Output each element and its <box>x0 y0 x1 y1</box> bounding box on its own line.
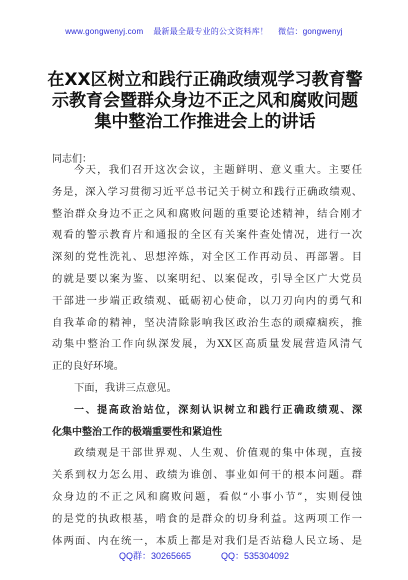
header-slogan: 最新最全最专业的公文资料库！ <box>153 27 269 36</box>
paragraph-1-line: 动集中整治工作向纵深发展，为XX区高质量发展营造风清气 <box>52 338 362 351</box>
document-body <box>52 160 362 552</box>
paragraph-1-line: 观看的警示教育片和通报的全区有关案件查处情况，进行一次 <box>52 229 362 242</box>
paragraph-1-line: 务是，深入学习贯彻习近平总书记关于树立和践行正确政绩观、 <box>52 185 362 198</box>
footer-qq: QQ：535304092 <box>220 551 290 561</box>
paragraph-1-line: 的就是要以案为鉴、以案明纪、以案促改，引导全区广大党员 <box>52 272 362 285</box>
paragraph-1-line: 整治群众身边不正之风和腐败问题的重要论述精神，结合刚才 <box>52 207 362 220</box>
paragraph-1-line: 深刻的党性洗礼、思想淬炼，对全区工作再动员、再部署。目 <box>52 251 362 264</box>
footer-qq-group: QQ群：30265665 <box>118 551 191 561</box>
title-line-3: 集中整治工作推进会上的讲话 <box>94 112 316 132</box>
document-title <box>30 70 380 133</box>
paragraph-3-line: 体两面、内在统一，本质上都是对我们是否站稳人民立场、是 <box>52 534 362 547</box>
paragraph-3-line: 政绩观是干部世界观、人生观、价值观的集中体现，直接 <box>74 447 362 460</box>
header-wechat: 微信：gongwenyj <box>278 27 343 36</box>
section-1-heading-line: 一、提高政治站位，深刻认识树立和践行正确政绩观、深 <box>74 404 362 416</box>
footer-contact <box>0 549 408 562</box>
paragraph-1-line: 今天，我们召开这次会议，主题鲜明、意义重大。主要任 <box>74 164 362 176</box>
paragraph-1-line: 正的良好环境。 <box>52 360 125 373</box>
header-banner <box>0 26 408 37</box>
paragraph-1-line: 干部进一步端正政绩观、砥砺初心使命，以刀刃向内的勇气和 <box>52 294 362 307</box>
title-line-2: 示教育会暨群众身边不正之风和腐败问题 <box>52 91 358 111</box>
paragraph-2: 下面，我讲三点意见。 <box>74 381 177 394</box>
salutation: 同志们： <box>52 154 92 165</box>
paragraph-3-line: 众身边的不正之风和腐败问题，看似“小事小节”，实则侵蚀 <box>52 490 362 503</box>
paragraph-3-line: 关系到权力怎么用、政绩为谁创、事业如何干的根本问题。群 <box>52 469 362 482</box>
title-line-1: 在XX区树立和践行正确政绩观学习教育警 <box>47 70 363 90</box>
section-1-heading-line: 化集中整治工作的极端重要性和紧迫性 <box>52 426 222 438</box>
site-url[interactable]: www.gongwenyj.com <box>65 27 144 36</box>
paragraph-3-line: 的是党的执政根基，啃食的是群众的切身利益。这两项工作一 <box>52 512 362 525</box>
paragraph-1-line: 自我革命的精神，坚决清除影响我区政治生态的顽瘴痼疾，推 <box>52 316 362 329</box>
